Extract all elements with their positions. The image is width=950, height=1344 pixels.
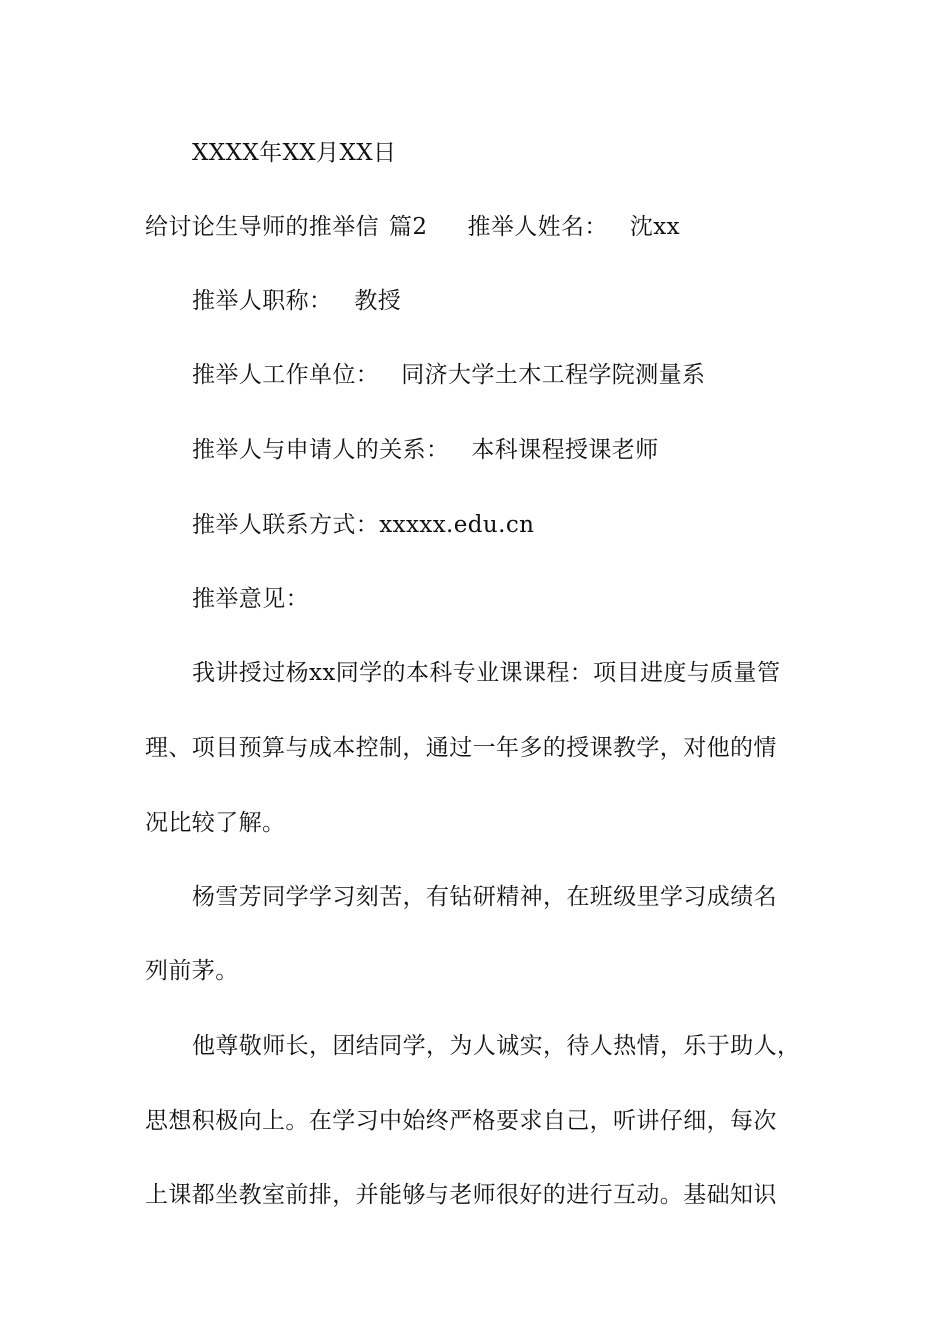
- paragraph1-line1: 我讲授过杨xx同学的本科专业课课程：项目进度与质量管: [192, 660, 781, 686]
- letter-part: 篇2: [389, 214, 428, 240]
- paragraph2-line1: 杨雪芳同学学习刻苦，有钻研精神，在班级里学习成绩名: [192, 884, 777, 910]
- recommender-title-value: 教授: [354, 288, 402, 314]
- opinion-label: 推举意见：: [192, 586, 309, 612]
- recommender-unit-label: 推举人工作单位：: [192, 362, 380, 388]
- recommender-relation-value: 本科课程授课老师: [471, 437, 659, 463]
- letter-title: 给讨论生导师的推举信: [145, 214, 379, 240]
- paragraph2-line2: 列前茅。: [145, 958, 239, 984]
- recommender-name-value: 沈xx: [629, 214, 680, 240]
- recommender-relation-label: 推举人与申请人的关系：: [192, 437, 450, 463]
- recommender-contact-line: [192, 510, 534, 540]
- heading-line: [145, 212, 680, 242]
- paragraph3-line1: 他尊敬师长，团结同学，为人诚实，待人热情，乐于助人，: [192, 1033, 801, 1059]
- paragraph3-line2: 思想积极向上。在学习中始终严格要求自己，听讲仔细，每次: [145, 1108, 777, 1134]
- recommender-title-line: [192, 286, 401, 316]
- paragraph1-line2: 理、项目预算与成本控制，通过一年多的授课教学，对他的情: [145, 735, 777, 761]
- date-line: XXXX年XX月XX日: [192, 140, 397, 166]
- recommender-unit-line: [192, 360, 705, 390]
- paragraph3-line3: 上课都坐教室前排，并能够与老师很好的进行互动。基础知识: [145, 1182, 777, 1208]
- recommender-contact-value: xxxxx.edu.cn: [379, 512, 535, 538]
- recommender-title-label: 推举人职称：: [192, 288, 333, 314]
- recommender-name-label: 推举人姓名：: [467, 214, 608, 240]
- paragraph1-line3: 况比较了解。: [145, 810, 286, 836]
- recommender-unit-value: 同济大学土木工程学院测量系: [401, 362, 706, 388]
- recommender-contact-label: 推举人联系方式：: [192, 512, 380, 538]
- recommender-relation-line: [192, 435, 659, 465]
